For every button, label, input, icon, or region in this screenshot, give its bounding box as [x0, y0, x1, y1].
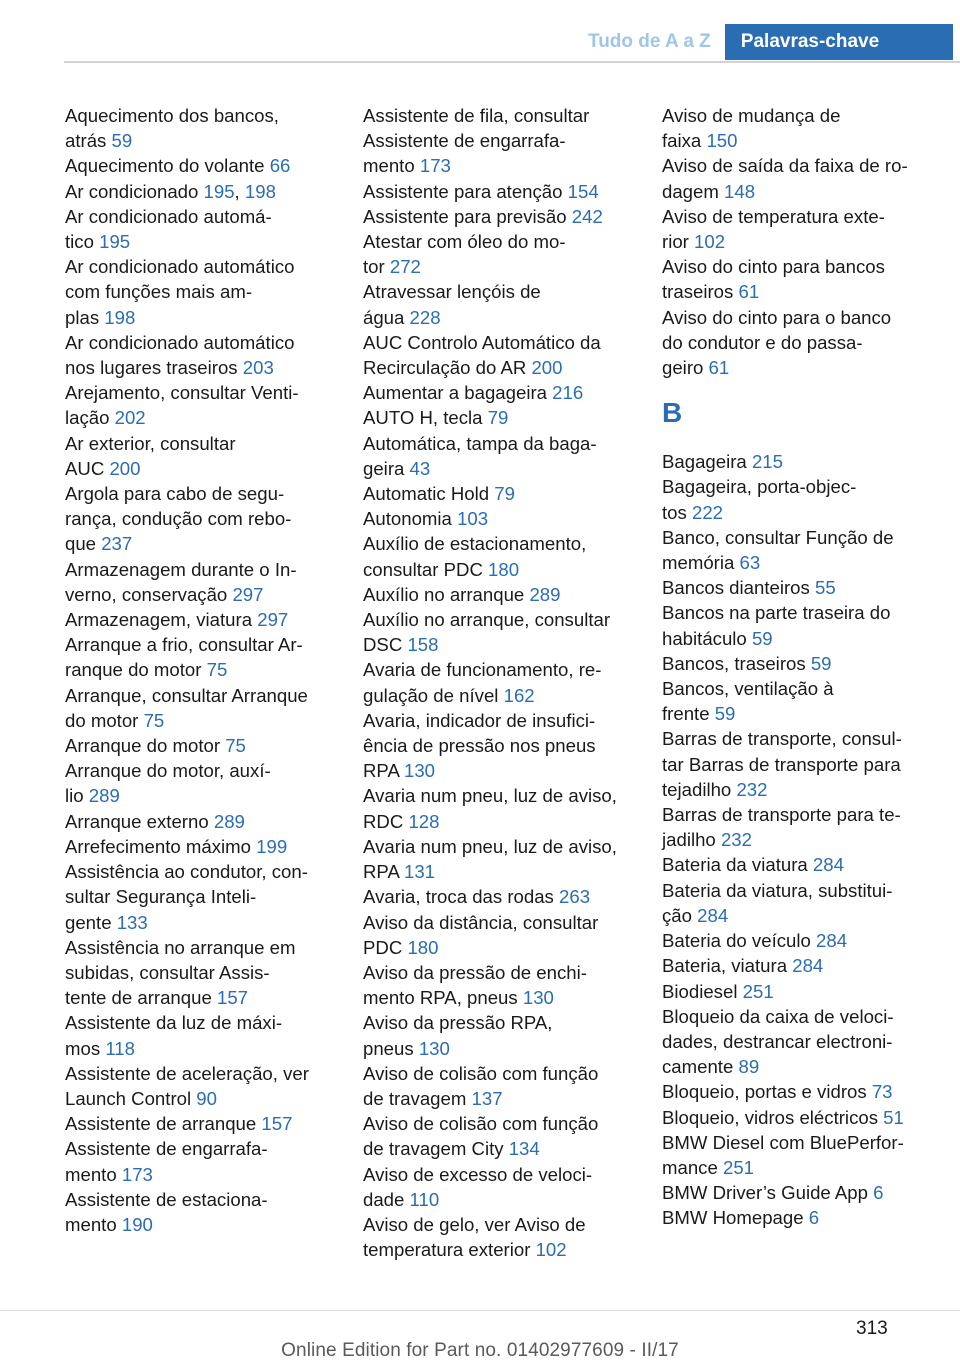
index-entry	[363, 960, 638, 1010]
index-entry	[662, 852, 937, 877]
page-link[interactable]: 158	[407, 634, 439, 656]
entry-text: Bloqueio, vidros eléctricos 51	[662, 1106, 904, 1128]
index-entry	[65, 1136, 335, 1186]
page-link[interactable]: 79	[494, 483, 515, 505]
index-entry	[662, 305, 937, 381]
entry-text: Aviso de colisão com função	[363, 1062, 599, 1084]
index-entry	[662, 1079, 937, 1104]
entry-text: Aquecimento do volante 66	[65, 155, 291, 177]
page-link[interactable]: 297	[232, 583, 264, 605]
entry-text: Avaria de funcionamento, re-	[363, 659, 602, 681]
entry-text: Barras de transporte para te-	[662, 804, 901, 826]
index-column-3	[662, 103, 937, 1231]
index-entry	[363, 582, 638, 607]
entry-text: ranque do motor 75	[65, 659, 228, 681]
header-active-tab[interactable]: Palavras-chave	[725, 24, 953, 60]
index-entry	[65, 179, 335, 204]
entry-text: gulação de nível 162	[363, 684, 535, 706]
entry-text: AUC Controlo Automático da	[363, 331, 601, 353]
page-link[interactable]: 6	[873, 1182, 884, 1204]
entry-text: nos lugares traseiros 203	[65, 357, 274, 379]
index-entry	[662, 1105, 937, 1130]
index-entry	[65, 935, 335, 1011]
page-link[interactable]: 180	[407, 936, 439, 958]
entry-text: Launch Control 90	[65, 1087, 217, 1109]
index-entry	[65, 1061, 335, 1111]
entry-text: Auxílio de estacionamento,	[363, 533, 587, 555]
entry-text: Aviso da pressão RPA,	[363, 1012, 553, 1034]
section-letter: B	[662, 397, 683, 429]
index-entry	[662, 575, 937, 600]
entry-text: traseiros 61	[662, 281, 760, 303]
entry-text: Arranque, consultar Arranque	[65, 684, 308, 706]
page-link[interactable]: 222	[691, 501, 724, 523]
page-link[interactable]: 148	[724, 180, 756, 202]
entry-text: Avaria, troca das rodas 263	[363, 886, 591, 908]
entry-text: do condutor e do passa-	[662, 331, 863, 353]
page-link[interactable]: 133	[116, 911, 148, 933]
entry-text: mos 118	[65, 1037, 135, 1059]
page-link[interactable]: 130	[522, 987, 554, 1009]
entry-text: AUC 200	[65, 457, 141, 479]
index-entry	[363, 380, 638, 405]
entry-text: Auxílio no arranque, consultar	[363, 609, 611, 631]
page-link[interactable]: 284	[812, 854, 844, 876]
entry-text: Bancos, ventilação à	[662, 678, 834, 700]
page-link[interactable]: 89	[738, 1056, 760, 1078]
page-link[interactable]: 103	[457, 508, 489, 530]
index-entry	[363, 204, 638, 229]
page-link[interactable]: 289	[529, 583, 561, 605]
entry-text: DSC 158	[363, 634, 439, 656]
page-link[interactable]: 59	[714, 703, 736, 725]
page-link[interactable]: 190	[121, 1213, 153, 1235]
index-entry	[363, 657, 638, 707]
index-entry	[363, 481, 638, 506]
page-link[interactable]: 237	[101, 533, 133, 555]
entry-text: rior 102	[662, 231, 726, 253]
entry-text: água 228	[363, 306, 441, 328]
index-entry	[65, 254, 335, 330]
entry-text: tor 272	[363, 256, 421, 278]
entry-text: Ar condicionado automático	[65, 256, 295, 278]
entry-text: Aviso de saída da faixa de ro-	[662, 155, 908, 177]
page-link[interactable]: 215	[751, 451, 783, 473]
entry-text: Avaria, indicador de insufici-	[363, 709, 596, 731]
index-entry	[662, 1180, 937, 1205]
page-link[interactable]: 102	[535, 1239, 567, 1261]
index-entry	[662, 600, 937, 650]
entry-text: Arranque externo 289	[65, 810, 245, 832]
entry-text: do motor 75	[65, 709, 165, 731]
entry-text: Barras de transporte, consul-	[662, 728, 902, 750]
entry-text: BMW Homepage 6	[662, 1207, 820, 1229]
index-entry	[65, 1111, 335, 1136]
page-link[interactable]: 51	[883, 1106, 904, 1128]
entry-text: Argola para cabo de segu-	[65, 483, 285, 505]
entry-text: Assistente de arranque 157	[65, 1113, 293, 1135]
page-link[interactable]: 75	[143, 709, 165, 731]
page-link[interactable]: 130	[404, 760, 436, 782]
index-entry	[662, 802, 937, 852]
index-entry	[363, 834, 638, 884]
entry-text: Armazenagem durante o In-	[65, 558, 297, 580]
index-entry	[662, 726, 937, 802]
entry-text: mento 190	[65, 1213, 153, 1235]
page-link[interactable]: 203	[242, 357, 274, 379]
page-link[interactable]: 180	[488, 558, 520, 580]
index-column-1	[65, 103, 335, 1237]
page-link[interactable]: 200	[109, 457, 141, 479]
entry-text: Ar exterior, consultar	[65, 432, 236, 454]
entry-text: dagem 148	[662, 180, 756, 202]
index-entry	[65, 204, 335, 254]
index-entry	[363, 708, 638, 784]
entry-text: Assistência no arranque em	[65, 936, 296, 958]
entry-text: com funções mais am-	[65, 281, 253, 303]
index-entry	[363, 607, 638, 657]
index-entry	[363, 229, 638, 279]
page-link[interactable]: 232	[736, 778, 768, 800]
page-link[interactable]: 173	[121, 1163, 153, 1185]
entry-text: tico 195	[65, 231, 131, 253]
entry-text: Assistência ao condutor, con-	[65, 861, 308, 883]
entry-text: Aviso da distância, consultar	[363, 911, 599, 933]
index-entry	[662, 979, 937, 1004]
page-link[interactable]: 272	[389, 256, 421, 278]
page-link[interactable]: 90	[196, 1087, 217, 1109]
entry-text: ção 284	[662, 904, 729, 926]
index-entry	[363, 1212, 638, 1262]
page-link[interactable]: 73	[871, 1081, 893, 1103]
page-link[interactable]: 284	[792, 955, 824, 977]
entry-text: lio 289	[65, 785, 120, 807]
page-link[interactable]: 195	[203, 180, 235, 202]
page-link[interactable]: 130	[418, 1037, 450, 1059]
entry-text: Avaria num pneu, luz de aviso,	[363, 835, 617, 857]
page-link[interactable]: 289	[88, 785, 120, 807]
page-link[interactable]: 200	[531, 357, 563, 379]
entry-text: tar Barras de transporte para	[662, 753, 901, 775]
entry-text: frente 59	[662, 703, 736, 725]
entry-text: geira 43	[363, 457, 431, 479]
entry-text: dade 110	[363, 1188, 440, 1210]
entry-text: Aviso de excesso de veloci-	[363, 1163, 593, 1185]
entry-text: atrás 59	[65, 130, 133, 152]
page-link[interactable]: 157	[216, 987, 249, 1009]
entry-text: lação 202	[65, 407, 146, 429]
entry-text: mento RPA, pneus 130	[363, 987, 554, 1009]
footer-edition: Online Edition for Part no. 01402977609 - II/17	[281, 1340, 679, 1361]
entry-text: Bateria da viatura, substitui-	[662, 879, 893, 901]
page-link[interactable]: 289	[213, 810, 245, 832]
entry-text: pneus 130	[363, 1037, 450, 1059]
index-entry	[662, 525, 937, 575]
page-link[interactable]: 59	[751, 627, 773, 649]
index-entry	[363, 103, 638, 179]
page-link[interactable]: 75	[225, 735, 246, 757]
page-link[interactable]: 198	[104, 306, 136, 328]
entry-text: rança, condução com rebo-	[65, 508, 292, 530]
page-link[interactable]: 79	[487, 407, 509, 429]
index-entry	[662, 474, 937, 524]
entry-text: memória 63	[662, 552, 761, 574]
entry-text: Aviso de gelo, ver Aviso de	[363, 1213, 586, 1235]
entry-text: jadilho 232	[662, 829, 752, 851]
page-link[interactable]: 157	[261, 1113, 293, 1135]
entry-text: Atestar com óleo do mo-	[363, 231, 566, 253]
entry-text: Assistente para previsão 242	[363, 205, 603, 227]
index-entry	[662, 1205, 937, 1230]
index-entry	[662, 928, 937, 953]
entry-text: tente de arranque 157	[65, 987, 249, 1009]
index-entry	[662, 1004, 937, 1080]
entry-text: Arrefecimento máximo 199	[65, 835, 288, 857]
index-entry	[65, 607, 335, 632]
entry-text: AUTO H, tecla 79	[363, 407, 509, 429]
index-entry	[65, 431, 335, 481]
index-entry	[662, 449, 937, 474]
page-link[interactable]: 128	[408, 810, 440, 832]
entry-text: Bagageira 215	[662, 451, 783, 473]
page-link[interactable]: 110	[409, 1188, 440, 1210]
entry-text: mance 251	[662, 1156, 755, 1178]
page-link[interactable]: 75	[206, 659, 228, 681]
entry-text: tejadilho 232	[662, 778, 768, 800]
entry-text: sultar Segurança Inteli-	[65, 886, 257, 908]
entry-text: Automatic Hold 79	[363, 483, 515, 505]
index-entry	[65, 834, 335, 859]
page-link[interactable]: 131	[404, 861, 436, 883]
entry-text: Ar condicionado automático	[65, 331, 295, 353]
page-link[interactable]: 202	[114, 407, 146, 429]
entry-text: Ar condicionado automá-	[65, 205, 272, 227]
page-link[interactable]: 173	[419, 155, 451, 177]
entry-text: Bateria do veículo 284	[662, 930, 848, 952]
index-entry	[363, 431, 638, 481]
index-entry	[662, 676, 937, 726]
entry-text: geiro 61	[662, 357, 730, 379]
page-link[interactable]: 263	[559, 886, 591, 908]
entry-text: Aviso de temperatura exte-	[662, 205, 885, 227]
entry-text: Bloqueio da caixa de veloci-	[662, 1005, 894, 1027]
index-entry	[363, 179, 638, 204]
index-entry	[363, 1111, 638, 1161]
entry-text: Aviso de colisão com função	[363, 1113, 599, 1135]
page-link[interactable]: 61	[738, 281, 760, 303]
entry-text: Assistente de aceleração, ver	[65, 1062, 309, 1084]
entry-text: camente 89	[662, 1056, 760, 1078]
entry-text: Bloqueio, portas e vidros 73	[662, 1081, 893, 1103]
index-entry	[65, 380, 335, 430]
page-link[interactable]: 137	[471, 1087, 503, 1109]
page-link[interactable]: 232	[720, 829, 752, 851]
page-link[interactable]: 251	[742, 980, 774, 1002]
index-column-2	[363, 103, 638, 1262]
entry-text: de travagem 137	[363, 1087, 503, 1109]
entry-text: Avaria num pneu, luz de aviso,	[363, 785, 617, 807]
entry-text: Bateria, viatura 284	[662, 955, 824, 977]
page-link[interactable]: 284	[816, 930, 848, 952]
entry-text: Autonomia 103	[363, 508, 489, 530]
index-entry	[65, 1187, 335, 1237]
entry-text: tos 222	[662, 501, 724, 523]
page-link[interactable]: 297	[257, 609, 289, 631]
index-entry	[65, 733, 335, 758]
index-entry	[65, 557, 335, 607]
entry-text: Atravessar lençóis de	[363, 281, 541, 303]
entry-text: Aviso do cinto para bancos	[662, 256, 885, 278]
page-link[interactable]: 63	[739, 552, 761, 574]
index-entry	[363, 1162, 638, 1212]
footer-rule	[0, 1310, 960, 1311]
page-link[interactable]: 162	[503, 684, 535, 706]
entry-text: Automática, tampa da baga-	[363, 432, 597, 454]
entry-text: Bancos dianteiros 55	[662, 577, 836, 599]
index-entry	[65, 859, 335, 935]
entry-text: Assistente de engarrafa-	[363, 130, 566, 152]
index-entry	[65, 683, 335, 733]
page-number: 313	[856, 1318, 888, 1339]
page-link[interactable]: 198	[244, 180, 276, 202]
header-rule	[64, 61, 960, 63]
index-entry	[662, 878, 937, 928]
entry-text: Arejamento, consultar Venti-	[65, 382, 299, 404]
entry-text: de travagem City 134	[363, 1138, 540, 1160]
entry-text: Arranque do motor 75	[65, 735, 246, 757]
index-entry	[65, 632, 335, 682]
entry-text: Bancos na parte traseira do	[662, 602, 891, 624]
entry-text: Aviso da pressão de enchi-	[363, 961, 587, 983]
header-section-tab[interactable]: Tudo de A a Z	[588, 31, 711, 52]
index-entry	[65, 153, 335, 178]
entry-text: Recirculação do AR 200	[363, 357, 563, 379]
index-entry	[662, 254, 937, 304]
entry-text: Assistente para atenção 154	[363, 180, 599, 202]
page-link[interactable]: 284	[697, 904, 729, 926]
index-entry	[363, 531, 638, 581]
index-entry	[65, 758, 335, 808]
entry-text: Aumentar a bagageira 216	[363, 382, 584, 404]
entry-text: gente 133	[65, 911, 148, 933]
page-link[interactable]: 228	[409, 306, 441, 328]
entry-text: faixa 150	[662, 130, 738, 152]
page-link[interactable]: 59	[810, 652, 832, 674]
entry-text: consultar PDC 180	[363, 558, 520, 580]
index-entry	[363, 506, 638, 531]
entry-text: Bancos, traseiros 59	[662, 652, 832, 674]
index-entry	[363, 783, 638, 833]
page-link[interactable]: 195	[99, 231, 131, 253]
entry-text: Ar condicionado 195, 198	[65, 180, 276, 202]
index-entry	[662, 153, 937, 203]
entry-text: habitáculo 59	[662, 627, 773, 649]
index-entry	[363, 330, 638, 380]
page-link[interactable]: 66	[269, 155, 291, 177]
page-link[interactable]: 154	[567, 180, 599, 202]
index-entry	[363, 1010, 638, 1060]
entry-text: mento 173	[65, 1163, 153, 1185]
page-link[interactable]: 216	[552, 382, 584, 404]
page-link[interactable]: 242	[571, 205, 603, 227]
entry-text: Arranque do motor, auxí-	[65, 760, 271, 782]
entry-text: Aviso de mudança de	[662, 105, 841, 126]
index-entry	[363, 1061, 638, 1111]
index-entry	[662, 953, 937, 978]
entry-text: Assistente de engarrafa-	[65, 1138, 268, 1160]
index-entry	[363, 910, 638, 960]
entry-text: Banco, consultar Função de	[662, 526, 894, 548]
entry-text: Auxílio no arranque 289	[363, 583, 561, 605]
entry-text: Arranque a frio, consultar Ar-	[65, 634, 303, 656]
index-entry	[363, 405, 638, 430]
entry-text: Biodiesel 251	[662, 980, 774, 1002]
entry-text: temperatura exterior 102	[363, 1239, 567, 1261]
index-entry	[65, 330, 335, 380]
index-entry	[662, 1130, 937, 1180]
page-link[interactable]: 251	[722, 1156, 755, 1178]
index-entry	[363, 884, 638, 909]
header-tabs	[578, 24, 953, 60]
index-entry	[65, 1010, 335, 1060]
entry-text: RDC 128	[363, 810, 440, 832]
page-link[interactable]: 61	[708, 357, 730, 379]
entry-text: Assistente de fila, consultar	[363, 105, 590, 126]
index-entry	[363, 279, 638, 329]
entry-text: Bateria da viatura 284	[662, 854, 844, 876]
entry-text: plas 198	[65, 306, 136, 328]
entry-text: Assistente de estaciona-	[65, 1188, 268, 1210]
entry-text: Armazenagem, viatura 297	[65, 609, 289, 631]
entry-text: PDC 180	[363, 936, 439, 958]
entry-text: BMW Diesel com BluePerfor-	[662, 1131, 904, 1153]
index-entry	[65, 103, 335, 153]
entry-text: Aquecimento dos bancos,	[65, 105, 279, 126]
page-link[interactable]: 6	[808, 1207, 820, 1229]
entry-text: ência de pressão nos pneus	[363, 735, 596, 757]
entry-text: subidas, consultar Assis-	[65, 961, 270, 983]
entry-text: Bagageira, porta-objec-	[662, 476, 857, 498]
entry-text: verno, conservação 297	[65, 583, 264, 605]
index-entry	[65, 809, 335, 834]
entry-text: Aviso do cinto para o banco	[662, 306, 892, 328]
entry-text: mento 173	[363, 155, 451, 177]
index-entry	[65, 481, 335, 557]
index-entry	[662, 103, 937, 153]
entry-text: que 237	[65, 533, 133, 555]
page-link[interactable]: 118	[105, 1037, 135, 1059]
page-link[interactable]: 55	[814, 577, 836, 599]
entry-text: RPA 131	[363, 861, 436, 883]
page-link[interactable]: 43	[409, 457, 431, 479]
page-link[interactable]: 150	[706, 130, 738, 152]
entry-text: dades, destrancar electroni-	[662, 1030, 893, 1052]
entry-text: BMW Driver’s Guide App 6	[662, 1182, 884, 1204]
entry-text: Assistente da luz de máxi-	[65, 1012, 283, 1034]
index-entry	[662, 651, 937, 676]
page-link[interactable]: 102	[694, 231, 726, 253]
entry-text: RPA 130	[363, 760, 436, 782]
index-entry	[662, 204, 937, 254]
page-link[interactable]: 134	[508, 1138, 540, 1160]
page-link[interactable]: 199	[256, 835, 288, 857]
page-link[interactable]: 59	[111, 130, 133, 152]
